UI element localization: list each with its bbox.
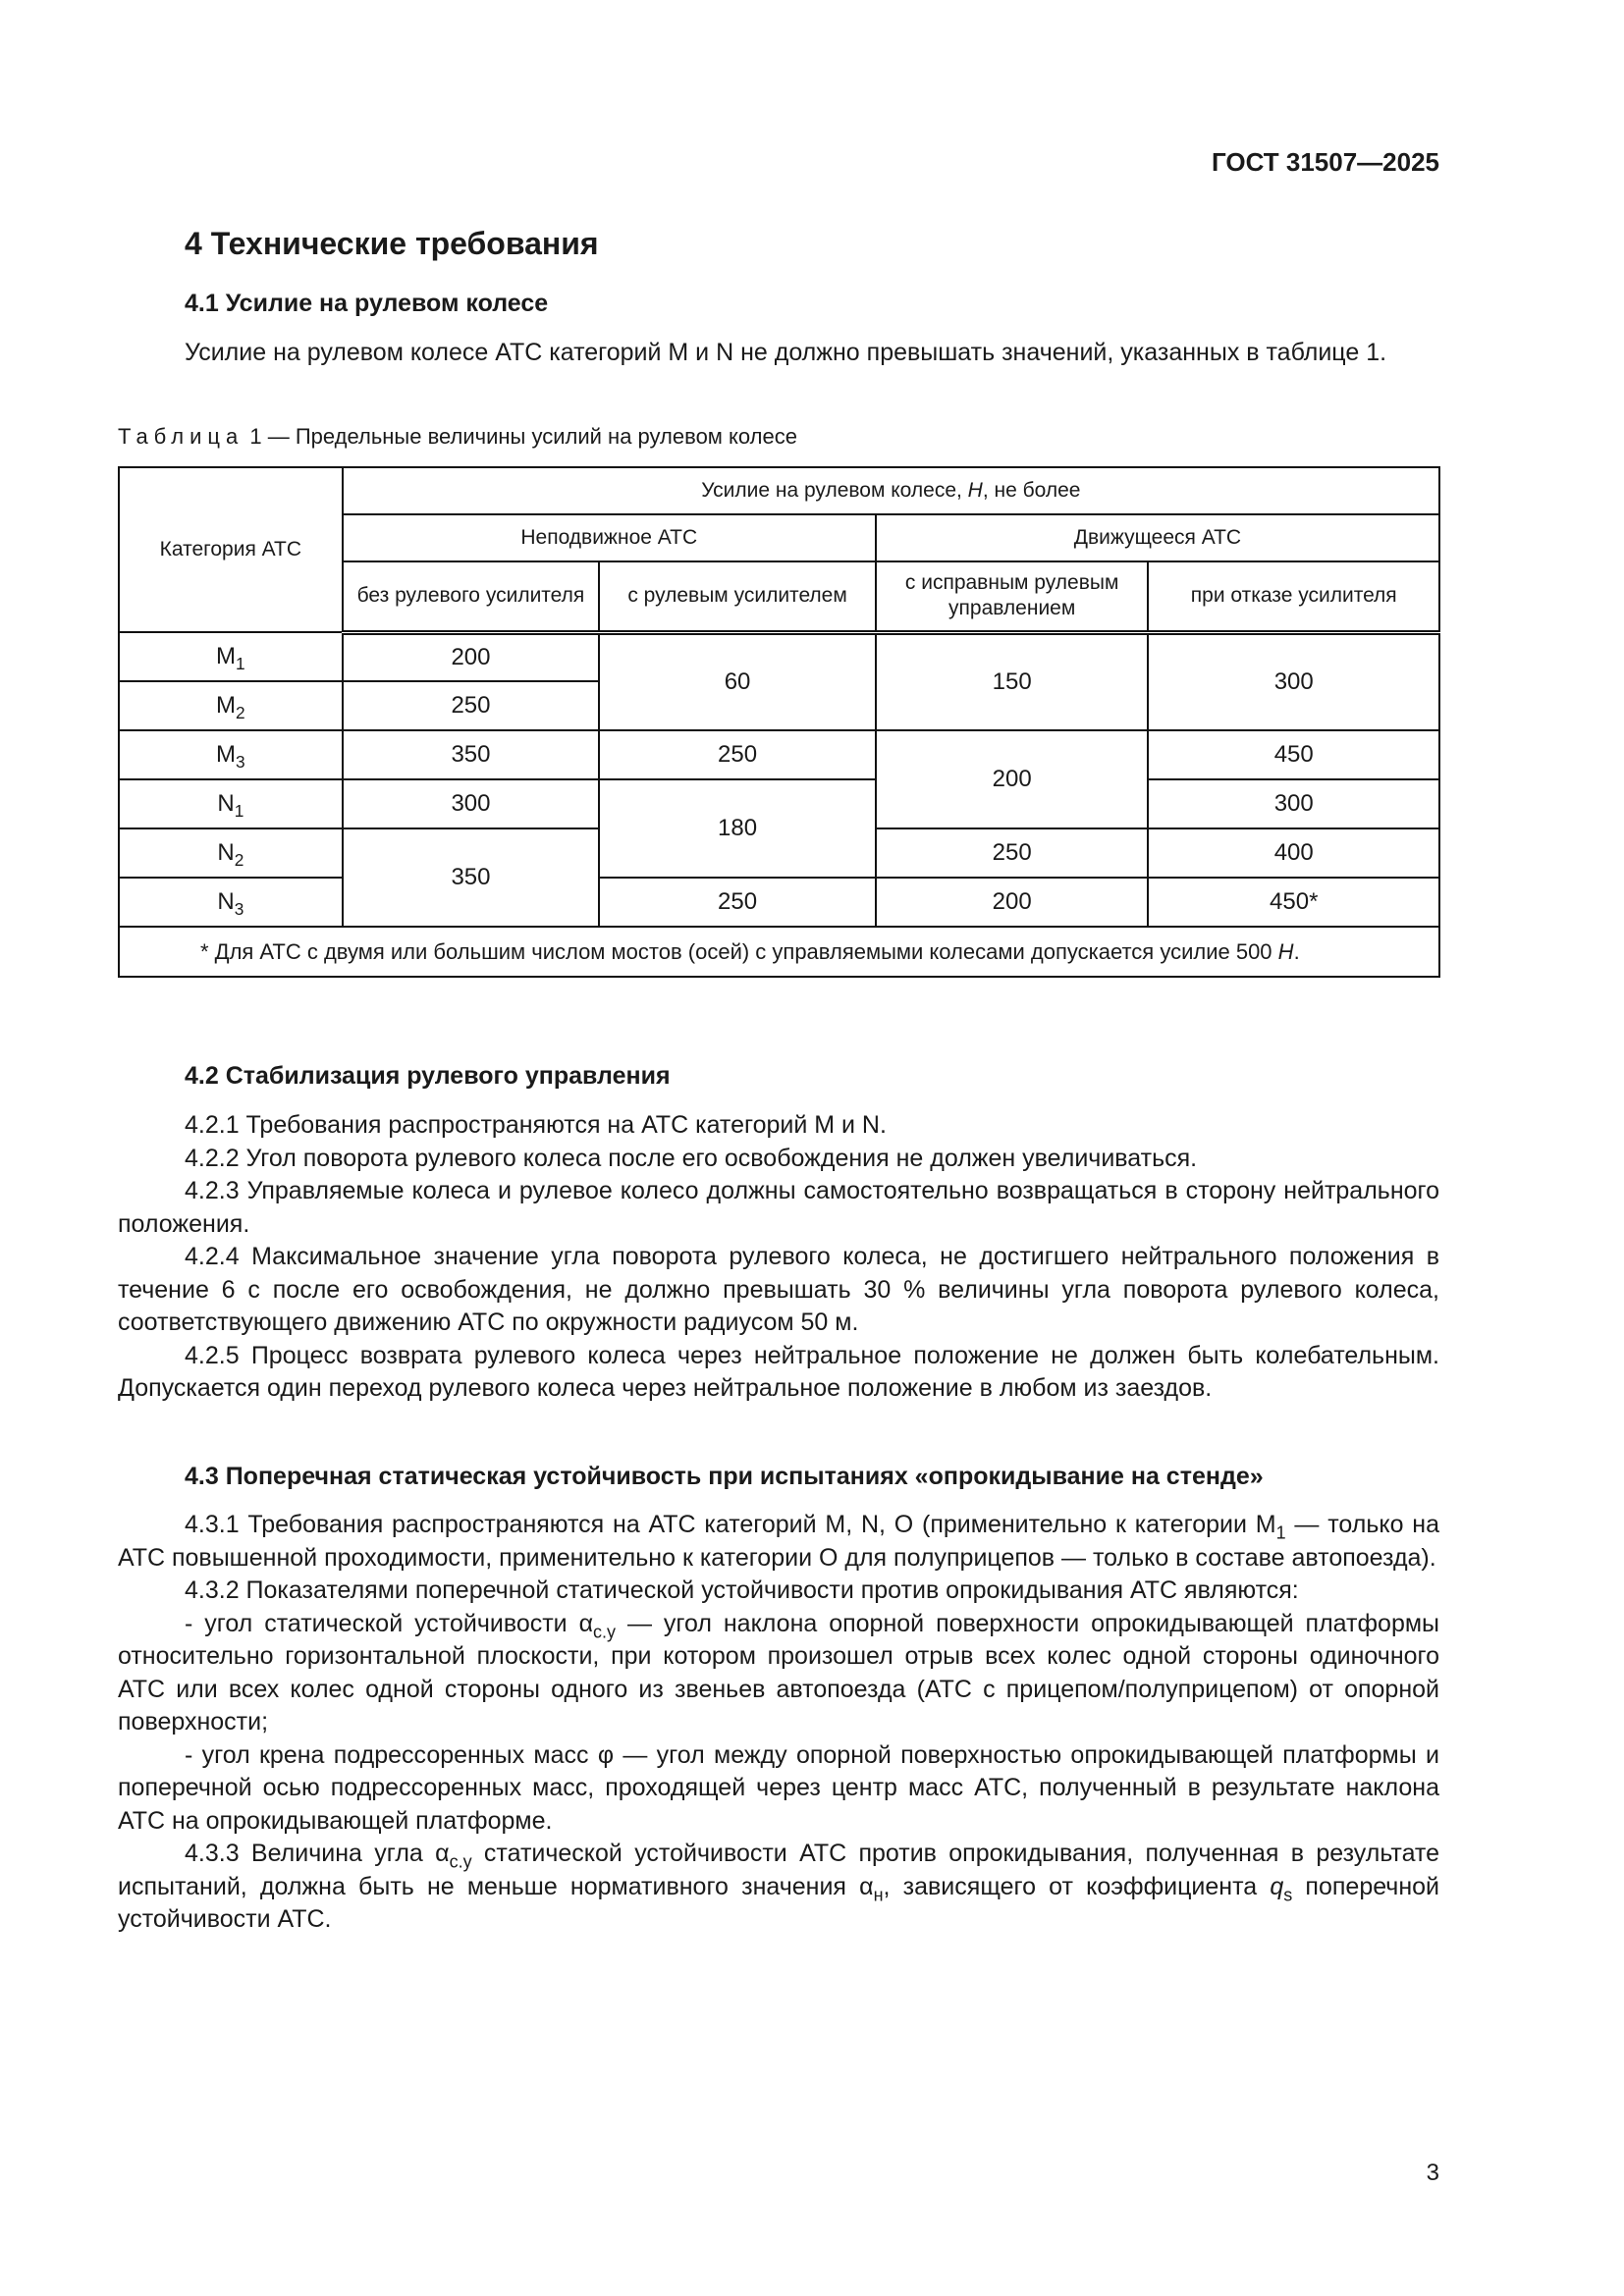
paragraph-4-2-4: 4.2.4 Максимальное значение угла поворота рулевого колеса, не достигшего нейтрального положения в течение 6 с после его освобождения, не должно превышать 30 % величины угла поворота рулевого колеса, соответствующего движению АТС по окружности радиусом 50 м. [118, 1243, 1439, 1336]
section-4-2-body [118, 1109, 1439, 1406]
cell: 250 [343, 681, 600, 730]
paragraph-4-2-2: 4.2.2 Угол поворота рулевого колеса после его освобождения не должен увеличиваться. [185, 1144, 1198, 1172]
footnote-end: . [1293, 939, 1300, 964]
list-item-roll-angle: - угол крена подрессоренных масс φ — угол между опорной поверхностью опрокидывающей платформы и поперечной осью подрессоренных масс, проходящей через центр масс АТС, полученный в результате наклона АТС на опрокидывающей платформе. [118, 1740, 1439, 1835]
cell: 180 [599, 779, 876, 878]
cat: N [217, 790, 235, 817]
header-working: с исправным рулевым управлением [876, 561, 1149, 632]
header-text: Усилие на рулевом колесе, [701, 479, 968, 502]
cat: N [217, 888, 235, 915]
header-category: Категория АТС [119, 467, 343, 632]
header-with-power: с рулевым усилителем [599, 561, 876, 632]
cell: 350 [343, 828, 600, 927]
row-category [119, 779, 343, 828]
sub: н [873, 1884, 884, 1904]
cat-sub: 1 [236, 654, 245, 674]
cell: 450* [1148, 878, 1439, 927]
header-group [343, 467, 1439, 514]
page-number: 3 [1426, 2160, 1439, 2186]
cell: 150 [876, 632, 1149, 730]
header-moving: Движущееся АТС [876, 514, 1439, 561]
cell: 60 [599, 632, 876, 730]
steering-force-table [118, 466, 1440, 978]
paragraph-4-2-5: 4.2.5 Процесс возврата рулевого колеса через нейтральное положение не должен быть колебательным. Допускается один переход рулевого колеса через нейтральное положение в любом из заездов. [118, 1341, 1439, 1402]
subsection-title-4-3: 4.3 Поперечная статическая устойчивость при испытаниях «опрокидывание на стенде» [185, 1463, 1264, 1490]
list-item-static-angle [118, 1608, 1439, 1739]
cell: 250 [876, 828, 1149, 878]
header-no-power: без рулевого усилителя [343, 561, 600, 632]
text: 4.3.1 Требования распространяются на АТС категорий M, N, O (применительно к категории M [185, 1511, 1276, 1538]
text: — угол наклона опорной поверхности опрокидывающей платформы относительно горизонтальной плоскости, при котором произошел отрыв всех колес одной стороны одиночного АТС или всех колес одной стороны одного из звеньев автопоезда (АТС с прицепом/полуприцепом) от опорной поверхности; [118, 1609, 1440, 1735]
sub: c.y [449, 1851, 472, 1872]
subsection-title-4-1: 4.1 Усилие на рулевом колесе [185, 290, 549, 317]
row-category [119, 878, 343, 927]
header-unit: Н [967, 479, 983, 502]
symbol-q: q [1270, 1872, 1284, 1900]
row-category [119, 681, 343, 730]
cell: 350 [343, 730, 600, 779]
caption-text: 1 — Предельные величины усилий на рулевом колесе [244, 424, 797, 449]
caption-label: Таблица [118, 424, 244, 449]
cat: M [216, 692, 237, 719]
header-suffix: , не более [982, 479, 1081, 502]
table-footnote [119, 927, 1439, 977]
paragraph-4-3-2: 4.3.2 Показателями поперечной статической устойчивости против опрокидывания АТС являются: [185, 1576, 1299, 1604]
sub: s [1283, 1884, 1293, 1904]
subsection-title-4-2: 4.2 Стабилизация рулевого управления [185, 1062, 671, 1090]
cell: 200 [876, 730, 1149, 828]
header-stationary: Неподвижное АТС [343, 514, 876, 561]
paragraph-4-2-3: 4.2.3 Управляемые колеса и рулевое колесо должны самостоятельно возвращаться в сторону нейтрального положения. [118, 1177, 1439, 1238]
cat-sub: 3 [234, 899, 244, 920]
cell: 250 [599, 730, 876, 779]
footnote-text: * Для АТС с двумя или большим числом мостов (осей) с управляемыми колесами допускается усилие 500 [200, 939, 1278, 964]
paragraph-text: Усилие на рулевом колесе АТС категорий М и N не должно превышать значений, указанных в таблице 1. [185, 339, 1387, 366]
cell: 400 [1148, 828, 1439, 878]
text: - угол статической устойчивости α [185, 1609, 594, 1637]
sub: c.y [593, 1621, 617, 1641]
header-failure: при отказе усилителя [1148, 561, 1439, 632]
row-category [119, 632, 343, 681]
cat-sub: 3 [236, 752, 245, 773]
paragraph-4-1 [118, 337, 1439, 370]
cell: 300 [343, 779, 600, 828]
cell: 300 [1148, 632, 1439, 730]
cell: 200 [876, 878, 1149, 927]
cell: 450 [1148, 730, 1439, 779]
text: , зависящего от коэффициента [883, 1872, 1271, 1900]
cell: 250 [599, 878, 876, 927]
row-category [119, 828, 343, 878]
text: статической устойчивости АТС против опрокидывания, полученная в результате испытаний, должна быть не меньше нормативного значения α [118, 1840, 1439, 1900]
text: 4.3.3 Величина угла α [185, 1840, 450, 1867]
cell: 200 [343, 632, 600, 681]
section-4-3-body [118, 1509, 1439, 1937]
cat: M [216, 741, 237, 768]
paragraph-4-2-1: 4.2.1 Требования распространяются на АТС категорий М и N. [185, 1111, 887, 1139]
text: — только на АТС повышенной проходимости, применительно к категории О для полуприцепов — только в составе автопоезда). [118, 1511, 1439, 1572]
cell: 300 [1148, 779, 1439, 828]
paragraph-4-3-1 [118, 1509, 1439, 1575]
section-title: 4 Технические требования [185, 226, 599, 261]
document-id: ГОСТ 31507—2025 [1212, 147, 1439, 177]
sub: 1 [1275, 1522, 1286, 1543]
cat-sub: 2 [236, 703, 245, 723]
cat: N [217, 839, 235, 866]
footnote-unit: Н [1277, 939, 1294, 964]
cat-sub: 2 [234, 850, 244, 871]
paragraph-4-3-3 [118, 1838, 1439, 1937]
text: поперечной устойчивости АТС. [118, 1872, 1439, 1933]
cat: M [216, 643, 237, 669]
row-category [119, 730, 343, 779]
cat-sub: 1 [234, 801, 244, 822]
table-caption [118, 424, 797, 450]
